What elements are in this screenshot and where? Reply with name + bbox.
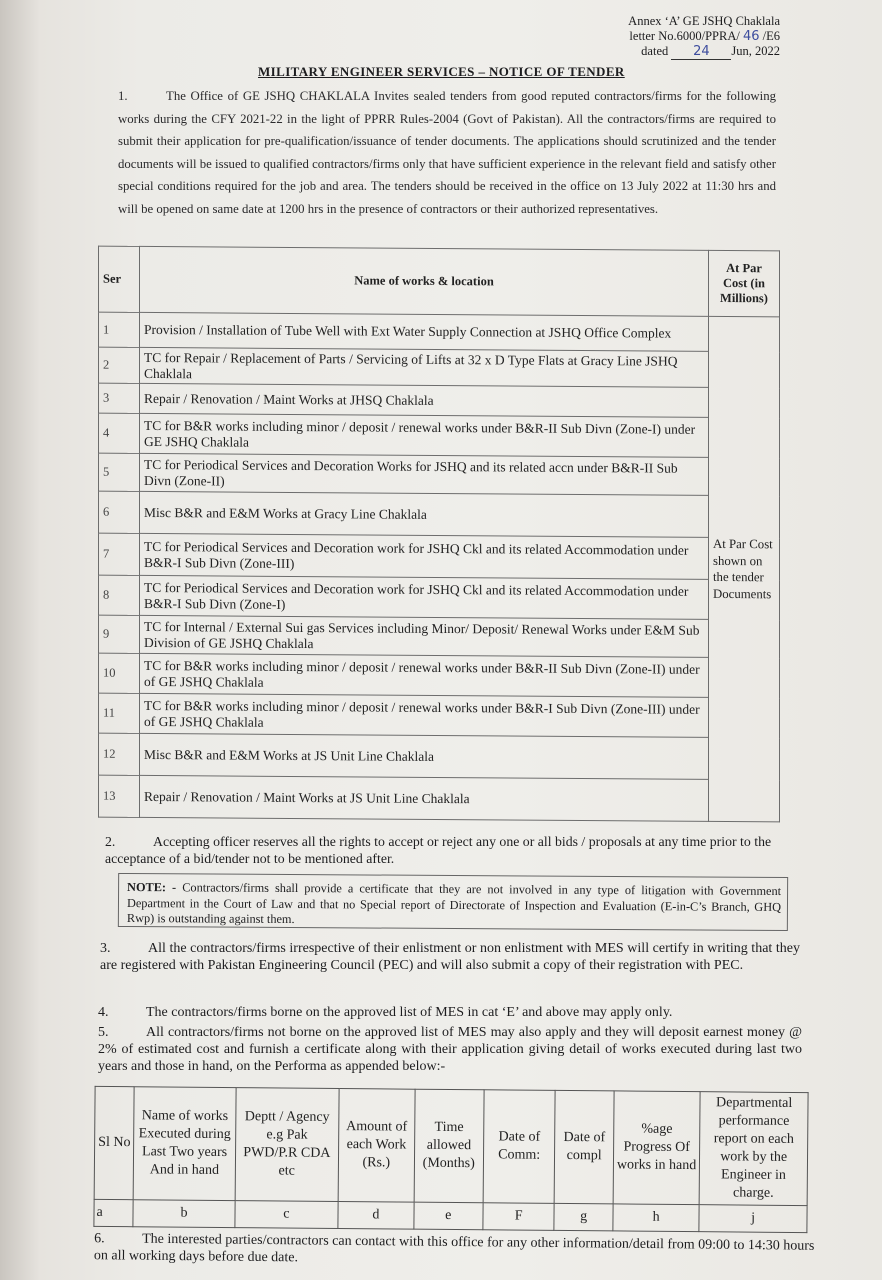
header-ser: Ser	[99, 246, 140, 312]
performa-header-performance-report: Departmental performance report on each work by the Engineer in charge.	[699, 1092, 808, 1206]
performa-letter: d	[338, 1202, 414, 1230]
cost-note: At Par Cost shown on the tender Documents	[709, 316, 780, 821]
works-table-header	[99, 246, 780, 317]
table-row	[99, 733, 780, 780]
row-work-name: TC for B&R works including minor / deposit / renewal works under B&R-II Sub Divn (Zone-II) under of GE JSHQ Chaklala	[140, 653, 709, 697]
table-row	[99, 653, 780, 698]
performa-letter: g	[554, 1203, 613, 1231]
performa-header-deptt-agency: Deptt / Agency e.g Pak PWD/P.R CDA etc	[235, 1088, 339, 1202]
paragraph-5	[98, 1024, 802, 1075]
performa-header-row	[94, 1086, 808, 1205]
paragraph-text: The interested parties/contractors can contact with this office for any other information/detail from 09:00 to 14:30 hours on all working days before due date.	[93, 1231, 815, 1266]
header-cost: At Par Cost (in Millions)	[709, 250, 780, 316]
row-ser: 10	[99, 653, 140, 693]
row-ser: 1	[99, 312, 140, 347]
performa-letter: b	[133, 1200, 234, 1228]
row-work-name: TC for B&R works including minor / deposit / renewal works under B&R-II Sub Divn (Zone-I) under GE JSHQ Chaklala	[140, 413, 709, 457]
row-ser: 8	[99, 575, 140, 615]
performa-header-time-allowed: Time allowed (Months)	[414, 1089, 484, 1203]
table-row	[99, 347, 780, 388]
performa-header-date-of-compl: Date of compl	[554, 1090, 614, 1204]
performa-letter: h	[613, 1204, 700, 1232]
row-work-name: TC for Periodical Services and Decoration Works for JSHQ and its related accn under B&R-II Sub Divn (Zone-II)	[140, 453, 709, 495]
paragraph-2	[105, 833, 795, 867]
row-work-name: Repair / Renovation / Maint Works at JHSQ Chaklala	[140, 383, 709, 417]
row-ser: 4	[99, 413, 140, 453]
paragraph-6	[94, 1230, 818, 1272]
table-row	[99, 575, 780, 620]
row-ser: 5	[99, 453, 140, 491]
performa-letter: F	[483, 1203, 555, 1231]
row-work-name: Provision / Installation of Tube Well with Ext Water Supply Connection at JSHQ Office Complex	[140, 312, 709, 351]
notice-title: MILITARY ENGINEER SERVICES – NOTICE OF TENDER	[258, 64, 625, 79]
paragraph-text: Accepting officer reserves all the rights to accept or reject any one or all bids / proposals at any time prior to the acceptance of a bid/tender not to be mentioned after.	[105, 834, 772, 866]
paragraph-3	[100, 940, 800, 974]
dated-day-handwritten: 24	[671, 44, 731, 60]
table-row	[99, 312, 780, 352]
header-name-of-works: Name of works & location	[140, 246, 709, 316]
row-work-name: Misc B&R and E&M Works at Gracy Line Chaklala	[140, 491, 709, 537]
table-row	[99, 615, 780, 658]
paragraph-text: All the contractors/firms irrespective of their enlistment or non enlistment with MES will certify in writing that they are registered with Pakistan Engineering Council (PEC) and will also submit a copy of their registration with PEC.	[100, 941, 800, 973]
row-ser: 6	[99, 491, 140, 533]
row-ser: 11	[99, 693, 140, 733]
row-work-name: Misc B&R and E&M Works at JS Unit Line Chaklala	[140, 733, 709, 779]
note-text: Contractors/firms shall provide a certificate that they are not involved in any type of litigation with Government Department in the Court of Law and that no Special report of Directorate of Inspection and Evaluation (E-in-C’s Branch, GHQ Rwp) is outstanding against them.	[126, 880, 782, 927]
paragraph-1	[118, 85, 776, 220]
row-work-name: TC for Periodical Services and Decoration work for JSHQ Ckl and its related Accommodation under B&R-I Sub Divn (Zone-III)	[140, 533, 709, 579]
works-table	[98, 246, 780, 823]
row-ser: 2	[99, 347, 140, 383]
paragraph-number: 5.	[98, 1025, 109, 1040]
row-ser: 9	[99, 615, 140, 653]
performa-letter: e	[414, 1202, 483, 1230]
performa-header-date-of-comm: Date of Comm:	[483, 1090, 555, 1204]
row-ser: 12	[99, 733, 140, 775]
performa-header-name-of-works: Name of works Executed during Last Two years And in hand	[134, 1087, 236, 1201]
table-row	[99, 491, 780, 538]
note-box	[118, 873, 788, 931]
row-ser: 3	[99, 383, 140, 413]
row-work-name: TC for Repair / Replacement of Parts / Servicing of Lifts at 32 x D Type Flats at Gracy Line JSHQ Chaklala	[140, 347, 709, 387]
paragraph-text: All contractors/firms not borne on the approved list of MES may also apply and they will deposit earnest money @ 2% of estimated cost and furnish a certificate along with their application giving detail of works executed during last two years and those in hand, on the Performa as appended below:-	[98, 1025, 802, 1074]
table-row	[99, 775, 780, 822]
table-row	[99, 693, 780, 738]
paragraph-number: 6.	[94, 1231, 105, 1247]
note-label: NOTE: -	[127, 880, 177, 895]
table-row	[99, 383, 780, 418]
paragraph-4	[98, 1004, 798, 1021]
table-row	[99, 533, 780, 580]
paragraph-number: 1.	[118, 89, 128, 103]
row-work-name: TC for B&R works including minor / deposit / renewal works under B&R-I Sub Divn (Zone-III) under of GE JSHQ Chaklala	[140, 693, 709, 737]
paragraph-number: 4.	[98, 1005, 109, 1020]
paragraph-text: The contractors/firms borne on the approved list of MES in cat ‘E’ and above may apply only.	[146, 1005, 673, 1020]
row-work-name: Repair / Renovation / Maint Works at JS Unit Line Chaklala	[140, 775, 709, 821]
performa-letter: a	[94, 1199, 134, 1226]
letter-number: letter No.6000/PPRA/ 46 /E6	[629, 29, 780, 44]
row-work-name: TC for Periodical Services and Decoration work for JSHQ Ckl and its related Accommodation under B&R-I Sub Divn (Zone-I)	[140, 575, 709, 619]
row-ser: 13	[99, 775, 140, 817]
annex-title: Annex ‘A’ GE JSHQ Chaklala	[628, 14, 780, 28]
performa-header-sl-no: Sl No	[94, 1086, 134, 1199]
table-row	[99, 413, 780, 458]
paragraph-number: 3.	[100, 941, 111, 956]
row-ser: 7	[99, 533, 140, 575]
performa-letter-row	[94, 1199, 807, 1232]
row-work-name: TC for Internal / External Sui gas Services including Minor/ Deposit/ Renewal Works under E&M Sub Division of GE JSHQ Chaklala	[140, 615, 709, 657]
performa-header-progress: %age Progress Of works in hand	[613, 1091, 700, 1205]
paragraph-text: The Office of GE JSHQ CHAKLALA Invites sealed tenders from good reputed contractors/firms for the following works during the CFY 2021-22 in the light of PPRR Rules-2004 (Govt of Pakistan). All the contractors/firms are required to submit their application for pre-qualification/issuance of tender documents. The applications should scrutinized and the tender documents will be issued to qualified contractors/firms only that have sufficient experience in the relevant field and satisfy other special conditions required for the job and area. The tenders should be received in the office on 13 July 2022 at 11:30 hrs and will be opened on same date at 1200 hrs in the presence of contractors or their authorized representatives.	[118, 89, 776, 216]
annex-reference	[580, 14, 780, 60]
table-row	[99, 453, 780, 496]
performa-table	[93, 1086, 808, 1233]
performa-letter: c	[235, 1201, 339, 1229]
dated-line: dated 24 Jun, 2022	[641, 44, 780, 59]
letter-number-handwritten: 46	[742, 29, 760, 44]
performa-letter: j	[699, 1205, 807, 1233]
paragraph-number: 2.	[105, 834, 116, 849]
performa-header-amount: Amount of each Work (Rs.)	[338, 1089, 415, 1203]
